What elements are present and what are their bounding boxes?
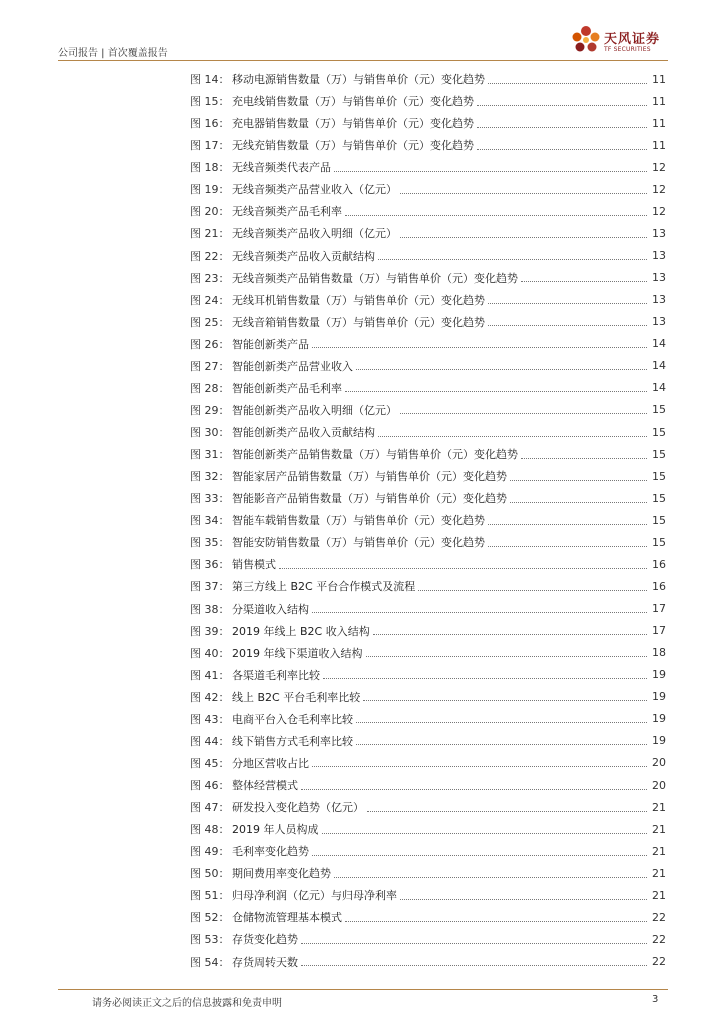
toc-entry-page: 20 (652, 778, 666, 792)
toc-entry-label: 图 35： (190, 536, 230, 550)
toc-entry[interactable] (190, 156, 666, 178)
toc-entry-page: 17 (652, 624, 666, 638)
toc-leader-dots (312, 612, 647, 613)
toc-leader-dots (488, 325, 647, 326)
toc-entry-title: 智能家居产品销售数量（万）与销售单价（元）变化趋势 (232, 470, 507, 484)
toc-entry-label: 图 25： (190, 315, 230, 329)
toc-entry-label: 图 29： (190, 403, 230, 417)
toc-entry-title: 电商平台入仓毛利率比较 (232, 712, 353, 726)
toc-entry[interactable] (190, 531, 666, 553)
toc-leader-dots (373, 634, 647, 635)
toc-entry-page: 22 (652, 955, 666, 969)
toc-entry-label: 图 15： (190, 95, 230, 109)
toc-entry-page: 19 (652, 712, 666, 726)
toc-entry[interactable] (190, 862, 666, 884)
toc-entry-label: 图 16： (190, 117, 230, 131)
toc-entry-label: 图 41： (190, 668, 230, 682)
toc-entry-label: 图 19： (190, 183, 230, 197)
toc-entry-page: 16 (652, 579, 666, 593)
toc-entry-label: 图 36： (190, 558, 230, 572)
toc-entry-title: 分渠道收入结构 (232, 602, 309, 616)
toc-entry-title: 2019 年线上 B2C 收入结构 (232, 624, 370, 638)
toc-entry[interactable] (190, 267, 666, 289)
toc-entry[interactable] (190, 289, 666, 311)
toc-entry-label: 图 45： (190, 756, 230, 770)
toc-entry-title: 智能创新类产品 (232, 337, 309, 351)
toc-entry[interactable] (190, 333, 666, 355)
toc-entry[interactable] (190, 642, 666, 664)
toc-entry-label: 图 17： (190, 139, 230, 153)
toc-leader-dots (367, 811, 647, 812)
toc-entry[interactable] (190, 951, 666, 973)
toc-entry-title: 无线音频类产品营业收入（亿元） (232, 183, 397, 197)
toc-entry-page: 22 (652, 932, 666, 946)
toc-entry-label: 图 22： (190, 249, 230, 263)
toc-leader-dots (363, 700, 647, 701)
toc-entry-title: 无线音频类产品收入明细（亿元） (232, 227, 397, 241)
toc-leader-dots (323, 678, 647, 679)
toc-entry-label: 图 24： (190, 293, 230, 307)
toc-entry-page: 15 (652, 403, 666, 417)
toc-leader-dots (345, 215, 647, 216)
toc-entry-title: 无线音频类产品销售数量（万）与销售单价（元）变化趋势 (232, 271, 518, 285)
toc-entry-page: 19 (652, 690, 666, 704)
toc-entry-page: 15 (652, 447, 666, 461)
toc-entry-title: 2019 年线下渠道收入结构 (232, 646, 363, 660)
header-divider (58, 60, 668, 61)
toc-entry-page: 11 (652, 116, 666, 130)
toc-leader-dots (356, 722, 647, 723)
toc-entry[interactable] (190, 178, 666, 200)
toc-entry-title: 无线音频类产品收入贡献结构 (232, 249, 375, 263)
toc-entry[interactable] (190, 598, 666, 620)
toc-leader-dots (366, 656, 648, 657)
toc-entry-title: 充电器销售数量（万）与销售单价（元）变化趋势 (232, 117, 474, 131)
toc-entry[interactable] (190, 752, 666, 774)
toc-entry-label: 图 32： (190, 470, 230, 484)
toc-entry-title: 无线音频类代表产品 (232, 161, 331, 175)
toc-entry-label: 图 14： (190, 73, 230, 87)
toc-entry-title: 无线音频类产品毛利率 (232, 205, 342, 219)
toc-entry[interactable] (190, 487, 666, 509)
toc-leader-dots (378, 259, 647, 260)
toc-entry-label: 图 38： (190, 602, 230, 616)
toc-entry-page: 15 (652, 469, 666, 483)
toc-entry-label: 图 31： (190, 448, 230, 462)
toc-entry-title: 整体经营模式 (232, 779, 298, 793)
toc-entry-label: 图 44： (190, 734, 230, 748)
toc-leader-dots (488, 303, 647, 304)
toc-entry-page: 18 (652, 646, 666, 660)
toc-leader-dots (400, 237, 647, 238)
toc-entry-page: 20 (652, 756, 666, 770)
toc-leader-dots (400, 413, 647, 414)
toc-leader-dots (345, 921, 647, 922)
toc-entry[interactable] (190, 840, 666, 862)
toc-entry[interactable] (190, 200, 666, 222)
toc-entry-page: 21 (652, 844, 666, 858)
toc-entry-page: 14 (652, 381, 666, 395)
toc-entry-page: 11 (652, 72, 666, 86)
toc-entry-label: 图 47： (190, 801, 230, 815)
toc-entry-title: 无线音箱销售数量（万）与销售单价（元）变化趋势 (232, 315, 485, 329)
toc-leader-dots (345, 391, 647, 392)
toc-entry-label: 图 49： (190, 845, 230, 859)
toc-entry[interactable] (190, 421, 666, 443)
toc-entry-label: 图 51： (190, 889, 230, 903)
logo-name: 天风证券 (604, 32, 661, 47)
toc-entry-page: 15 (652, 491, 666, 505)
toc-entry-title: 充电线销售数量（万）与销售单价（元）变化趋势 (232, 95, 474, 109)
toc-entry[interactable] (190, 906, 666, 928)
toc-entry-label: 图 21： (190, 227, 230, 241)
toc-entry[interactable] (190, 928, 666, 950)
toc-entry-label: 图 43： (190, 712, 230, 726)
toc-entry[interactable] (190, 509, 666, 531)
toc-entry-label: 图 46： (190, 779, 230, 793)
toc-entry-title: 分地区营收占比 (232, 756, 309, 770)
toc-entry-label: 图 23： (190, 271, 230, 285)
toc-entry-title: 毛利率变化趋势 (232, 845, 309, 859)
toc-entry[interactable] (190, 575, 666, 597)
toc-entry[interactable] (190, 553, 666, 575)
toc-entry-page: 13 (652, 249, 666, 263)
toc-entry-title: 智能安防销售数量（万）与销售单价（元）变化趋势 (232, 536, 485, 550)
toc-entry-label: 图 42： (190, 690, 230, 704)
toc-entry-title: 无线充销售数量（万）与销售单价（元）变化趋势 (232, 139, 474, 153)
toc-entry-title: 存货周转天数 (232, 955, 298, 969)
toc-entry-page: 13 (652, 293, 666, 307)
toc-entry-label: 图 50： (190, 867, 230, 881)
toc-entry-page: 13 (652, 315, 666, 329)
toc-leader-dots (334, 877, 647, 878)
toc-entry-page: 14 (652, 337, 666, 351)
toc-leader-dots (400, 899, 647, 900)
toc-leader-dots (488, 546, 647, 547)
toc-leader-dots (356, 369, 647, 370)
toc-entry[interactable] (190, 796, 666, 818)
toc-leader-dots (488, 524, 647, 525)
toc-leader-dots (488, 83, 647, 84)
toc-leader-dots (400, 193, 647, 194)
toc-entry-title: 智能车载销售数量（万）与销售单价（元）变化趋势 (232, 514, 485, 528)
toc-entry-label: 图 26： (190, 337, 230, 351)
toc-entry-page: 14 (652, 359, 666, 373)
toc-entry-page: 12 (652, 204, 666, 218)
toc-entry-label: 图 54： (190, 955, 230, 969)
toc-entry[interactable] (190, 818, 666, 840)
toc-entry[interactable] (190, 245, 666, 267)
toc-entry-title: 期间费用率变化趋势 (232, 867, 331, 881)
toc-entry[interactable] (190, 399, 666, 421)
toc-entry[interactable] (190, 708, 666, 730)
toc-entry-label: 图 52： (190, 911, 230, 925)
toc-entry-title: 存货变化趋势 (232, 933, 298, 947)
toc-entry-title: 2019 年人员构成 (232, 823, 319, 837)
toc-entry-title: 移动电源销售数量（万）与销售单价（元）变化趋势 (232, 73, 485, 87)
toc-entry-page: 11 (652, 138, 666, 152)
toc-entry[interactable] (190, 686, 666, 708)
toc-entry-title: 智能影音产品销售数量（万）与销售单价（元）变化趋势 (232, 492, 507, 506)
toc-entry-page: 21 (652, 888, 666, 902)
toc-entry[interactable] (190, 68, 666, 90)
toc-entry-title: 归母净利润（亿元）与归母净利率 (232, 889, 397, 903)
toc-entry-title: 线下销售方式毛利率比较 (232, 734, 353, 748)
toc-entry-page: 19 (652, 734, 666, 748)
toc-entry[interactable] (190, 355, 666, 377)
toc-entry-title: 智能创新类产品收入明细（亿元） (232, 403, 397, 417)
toc-entry-page: 11 (652, 94, 666, 108)
toc-entry-label: 图 40： (190, 646, 230, 660)
toc-entry-label: 图 53： (190, 933, 230, 947)
toc-leader-dots (378, 436, 647, 437)
toc-entry-page: 22 (652, 910, 666, 924)
footer-divider (58, 989, 668, 990)
toc-entry-label: 图 28： (190, 381, 230, 395)
toc-entry[interactable] (190, 443, 666, 465)
toc-entry-page: 19 (652, 668, 666, 682)
toc-entry[interactable] (190, 774, 666, 796)
toc-entry-label: 图 27： (190, 359, 230, 373)
toc-entry-title: 智能创新类产品毛利率 (232, 381, 342, 395)
toc-entry-title: 研发投入变化趋势（亿元） (232, 801, 364, 815)
toc-entry-label: 图 30： (190, 426, 230, 440)
toc-leader-dots (477, 127, 647, 128)
toc-entry-label: 图 18： (190, 161, 230, 175)
toc-entry-label: 图 33： (190, 492, 230, 506)
footer-disclaimer: 请务必阅读正文之后的信息披露和免责申明 (92, 998, 282, 1009)
toc-entry-page: 12 (652, 182, 666, 196)
toc-leader-dots (521, 458, 647, 459)
toc-leader-dots (301, 965, 647, 966)
toc-leader-dots (312, 347, 647, 348)
toc-leader-dots (301, 943, 647, 944)
toc-leader-dots (312, 766, 647, 767)
toc-entry[interactable] (190, 730, 666, 752)
toc-entry-title: 线上 B2C 平台毛利率比较 (232, 690, 361, 704)
toc-entry-page: 13 (652, 271, 666, 285)
toc-entry[interactable] (190, 620, 666, 642)
toc-entry-page: 15 (652, 513, 666, 527)
toc-leader-dots (521, 281, 647, 282)
toc-entry[interactable] (190, 664, 666, 686)
toc-entry-label: 图 39： (190, 624, 230, 638)
toc-leader-dots (279, 568, 647, 569)
toc-entry[interactable] (190, 134, 666, 156)
toc-leader-dots (356, 744, 647, 745)
logo-subtitle: TF SECURITIES (604, 46, 651, 53)
toc-entry-title: 仓储物流管理基本模式 (232, 911, 342, 925)
flower-logo-icon (570, 22, 602, 56)
toc-entry-title: 智能创新类产品销售数量（万）与销售单价（元）变化趋势 (232, 448, 518, 462)
toc-entry[interactable] (190, 90, 666, 112)
toc-entry-page: 21 (652, 866, 666, 880)
company-logo (570, 22, 680, 58)
toc-leader-dots (418, 590, 647, 591)
toc-entry-page: 16 (652, 557, 666, 571)
page-number: 3 (652, 994, 659, 1005)
toc-entry-title: 各渠道毛利率比较 (232, 668, 320, 682)
figure-list (190, 68, 666, 973)
toc-entry-title: 智能创新类产品收入贡献结构 (232, 426, 375, 440)
toc-entry-page: 17 (652, 602, 666, 616)
toc-entry-label: 图 37： (190, 580, 230, 594)
toc-entry-page: 13 (652, 226, 666, 240)
toc-leader-dots (510, 480, 647, 481)
toc-entry-page: 21 (652, 822, 666, 836)
toc-leader-dots (301, 789, 647, 790)
toc-entry-page: 15 (652, 425, 666, 439)
toc-leader-dots (510, 502, 647, 503)
toc-leader-dots (312, 855, 647, 856)
toc-entry[interactable] (190, 311, 666, 333)
toc-entry-label: 图 34： (190, 514, 230, 528)
toc-leader-dots (477, 105, 647, 106)
toc-entry[interactable] (190, 377, 666, 399)
toc-entry-title: 第三方线上 B2C 平台合作模式及流程 (232, 580, 416, 594)
report-type-label: 公司报告 | 首次覆盖报告 (58, 48, 168, 59)
toc-entry[interactable] (190, 222, 666, 244)
toc-entry-page: 21 (652, 800, 666, 814)
toc-entry-label: 图 20： (190, 205, 230, 219)
toc-entry-title: 智能创新类产品营业收入 (232, 359, 353, 373)
toc-entry[interactable] (190, 112, 666, 134)
toc-entry[interactable] (190, 465, 666, 487)
toc-entry-page: 12 (652, 160, 666, 174)
toc-leader-dots (322, 833, 648, 834)
toc-leader-dots (477, 149, 647, 150)
toc-leader-dots (334, 171, 647, 172)
toc-entry-label: 图 48： (190, 823, 230, 837)
toc-entry[interactable] (190, 884, 666, 906)
toc-entry-page: 15 (652, 535, 666, 549)
toc-entry-title: 销售模式 (232, 558, 276, 572)
toc-entry-title: 无线耳机销售数量（万）与销售单价（元）变化趋势 (232, 293, 485, 307)
